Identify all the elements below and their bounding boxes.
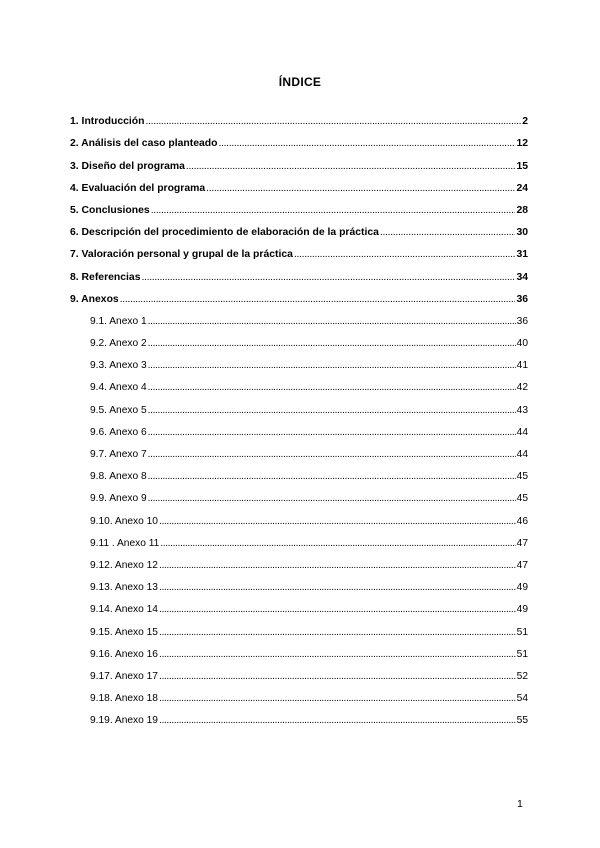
- toc-entry-page: 45: [516, 493, 528, 505]
- toc-entry-label: 9.6. Anexo 6: [90, 426, 147, 438]
- toc-subentry[interactable]: [70, 528, 528, 550]
- toc-subentry[interactable]: [70, 616, 528, 638]
- toc-entry[interactable]: [70, 239, 528, 261]
- toc-entry-label: 9.14. Anexo 14: [90, 604, 158, 616]
- dot-leader: [148, 405, 516, 417]
- dot-leader: [148, 382, 516, 394]
- toc-subentry[interactable]: [70, 594, 528, 616]
- dot-leader: [206, 183, 515, 195]
- toc-entry-label: 9.17. Anexo 17: [90, 670, 158, 682]
- toc-entry[interactable]: [70, 150, 528, 172]
- toc-entry-page: 36: [516, 315, 528, 327]
- toc-entry-page: 55: [516, 715, 528, 727]
- dot-leader: [186, 161, 516, 173]
- toc-entry-page: 34: [516, 271, 528, 283]
- toc-entry-label: 9.12. Anexo 12: [90, 559, 158, 571]
- dot-leader: [148, 316, 516, 328]
- toc-entry[interactable]: [70, 173, 528, 195]
- toc-subentry[interactable]: [70, 505, 528, 527]
- toc-entry-page: 40: [516, 338, 528, 350]
- toc-entry-label: 5. Conclusiones: [70, 204, 150, 216]
- toc-entry-page: 54: [516, 693, 528, 705]
- toc-subentry[interactable]: [70, 705, 528, 727]
- page-number: 1: [517, 798, 523, 810]
- toc-entry-label: 9.8. Anexo 8: [90, 471, 147, 483]
- toc-subentry[interactable]: [70, 639, 528, 661]
- dot-leader: [159, 693, 516, 705]
- toc-entry-page: 31: [516, 249, 528, 261]
- toc-subentry[interactable]: [70, 483, 528, 505]
- toc-entry-label: 7. Valoración personal y grupal de la práctica: [70, 249, 293, 261]
- toc-entry-page: 46: [516, 515, 528, 527]
- toc-entry-label: 9.16. Anexo 16: [90, 648, 158, 660]
- toc-subentry[interactable]: [70, 306, 528, 328]
- toc-subentry[interactable]: [70, 417, 528, 439]
- toc-entry-page: 43: [516, 404, 528, 416]
- toc-entry[interactable]: [70, 195, 528, 217]
- toc-entry-page: 52: [516, 670, 528, 682]
- toc-entry-page: 51: [516, 626, 528, 638]
- toc-entry-page: 49: [516, 582, 528, 594]
- dot-leader: [148, 449, 516, 461]
- toc-entry-page: 47: [516, 537, 528, 549]
- dot-leader: [148, 493, 516, 505]
- toc-entry-page: 12: [516, 138, 528, 150]
- toc-entry-page: 30: [516, 227, 528, 239]
- toc-entry-page: 41: [516, 360, 528, 372]
- toc-entry-page: 45: [516, 471, 528, 483]
- toc-entry-label: 9.13. Anexo 13: [90, 582, 158, 594]
- dot-leader: [145, 116, 521, 128]
- toc-entry-label: 2. Análisis del caso planteado: [70, 138, 218, 150]
- toc-entry[interactable]: [70, 261, 528, 283]
- toc-entry-label: 9.3. Anexo 3: [90, 360, 147, 372]
- toc-entry-label: 9.1. Anexo 1: [90, 315, 147, 327]
- dot-leader: [159, 671, 516, 683]
- dot-leader: [218, 138, 515, 150]
- dot-leader: [141, 272, 515, 284]
- toc-entry-page: 24: [516, 182, 528, 194]
- page-title: ÍNDICE: [278, 75, 322, 89]
- toc-entry-label: 9.11 . Anexo 11: [90, 537, 160, 549]
- toc-subentry[interactable]: [70, 350, 528, 372]
- toc-entry-label: 9.15. Anexo 15: [90, 626, 158, 638]
- dot-leader: [159, 627, 516, 639]
- dot-leader: [120, 294, 516, 306]
- toc-subentry[interactable]: [70, 439, 528, 461]
- toc-entry-label: 9.18. Anexo 18: [90, 693, 158, 705]
- toc-entry-label: 8. Referencias: [70, 271, 141, 283]
- dot-leader: [159, 582, 516, 594]
- toc-entry-page: 49: [516, 604, 528, 616]
- toc-entry-page: 15: [516, 160, 528, 172]
- toc-entry[interactable]: [70, 128, 528, 150]
- toc-entry-label: 4. Evaluación del programa: [70, 182, 206, 194]
- toc-entry-label: 9.7. Anexo 7: [90, 449, 147, 460]
- dot-leader: [159, 715, 516, 727]
- dot-leader: [294, 249, 516, 261]
- toc-subentry[interactable]: [70, 550, 528, 572]
- dot-leader: [159, 516, 516, 528]
- toc-entry-label: 9.5. Anexo 5: [90, 404, 147, 416]
- dot-leader: [148, 471, 516, 483]
- toc-subentry[interactable]: [70, 461, 528, 483]
- toc-entry-label: 9.2. Anexo 2: [90, 338, 147, 350]
- toc-entry-page: 36: [516, 293, 528, 305]
- toc-subentry[interactable]: [70, 328, 528, 350]
- dot-leader: [380, 227, 516, 239]
- toc-subentry[interactable]: [70, 661, 528, 683]
- dot-leader: [159, 604, 516, 616]
- toc-entry[interactable]: [70, 284, 528, 306]
- dot-leader: [148, 338, 516, 350]
- dot-leader: [151, 205, 516, 217]
- dot-leader: [148, 427, 516, 439]
- toc-entry-page: 42: [516, 382, 528, 394]
- toc-entry-label: 1. Introducción: [70, 116, 145, 128]
- dot-leader: [159, 649, 516, 661]
- toc-entry-label: 6. Descripción del procedimiento de elaboración de la práctica: [70, 227, 379, 239]
- toc-entry-label: 9.10. Anexo 10: [90, 515, 158, 527]
- toc-entry-page: 51: [516, 648, 528, 660]
- toc-entry-label: 9.9. Anexo 9: [90, 493, 147, 505]
- toc-subentry[interactable]: [70, 394, 528, 416]
- dot-leader: [159, 560, 516, 572]
- dot-leader: [160, 538, 515, 550]
- toc-entry-page: 44: [516, 449, 528, 460]
- toc-entry-label: 9. Anexos: [70, 293, 119, 305]
- toc-subentry[interactable]: [70, 372, 528, 394]
- table-of-contents: [70, 106, 528, 727]
- toc-entry[interactable]: [70, 106, 528, 128]
- toc-entry-page: 28: [516, 204, 528, 216]
- toc-entry-label: 9.19. Anexo 19: [90, 715, 158, 727]
- toc-subentry[interactable]: [70, 572, 528, 594]
- toc-entry-label: 9.4. Anexo 4: [90, 382, 147, 394]
- toc-subentry[interactable]: [70, 683, 528, 705]
- toc-entry-page: 47: [516, 559, 528, 571]
- toc-entry-page: 2: [522, 116, 528, 128]
- toc-entry-page: 44: [516, 426, 528, 438]
- toc-entry[interactable]: [70, 217, 528, 239]
- toc-entry-label: 3. Diseño del programa: [70, 160, 185, 172]
- dot-leader: [148, 360, 516, 372]
